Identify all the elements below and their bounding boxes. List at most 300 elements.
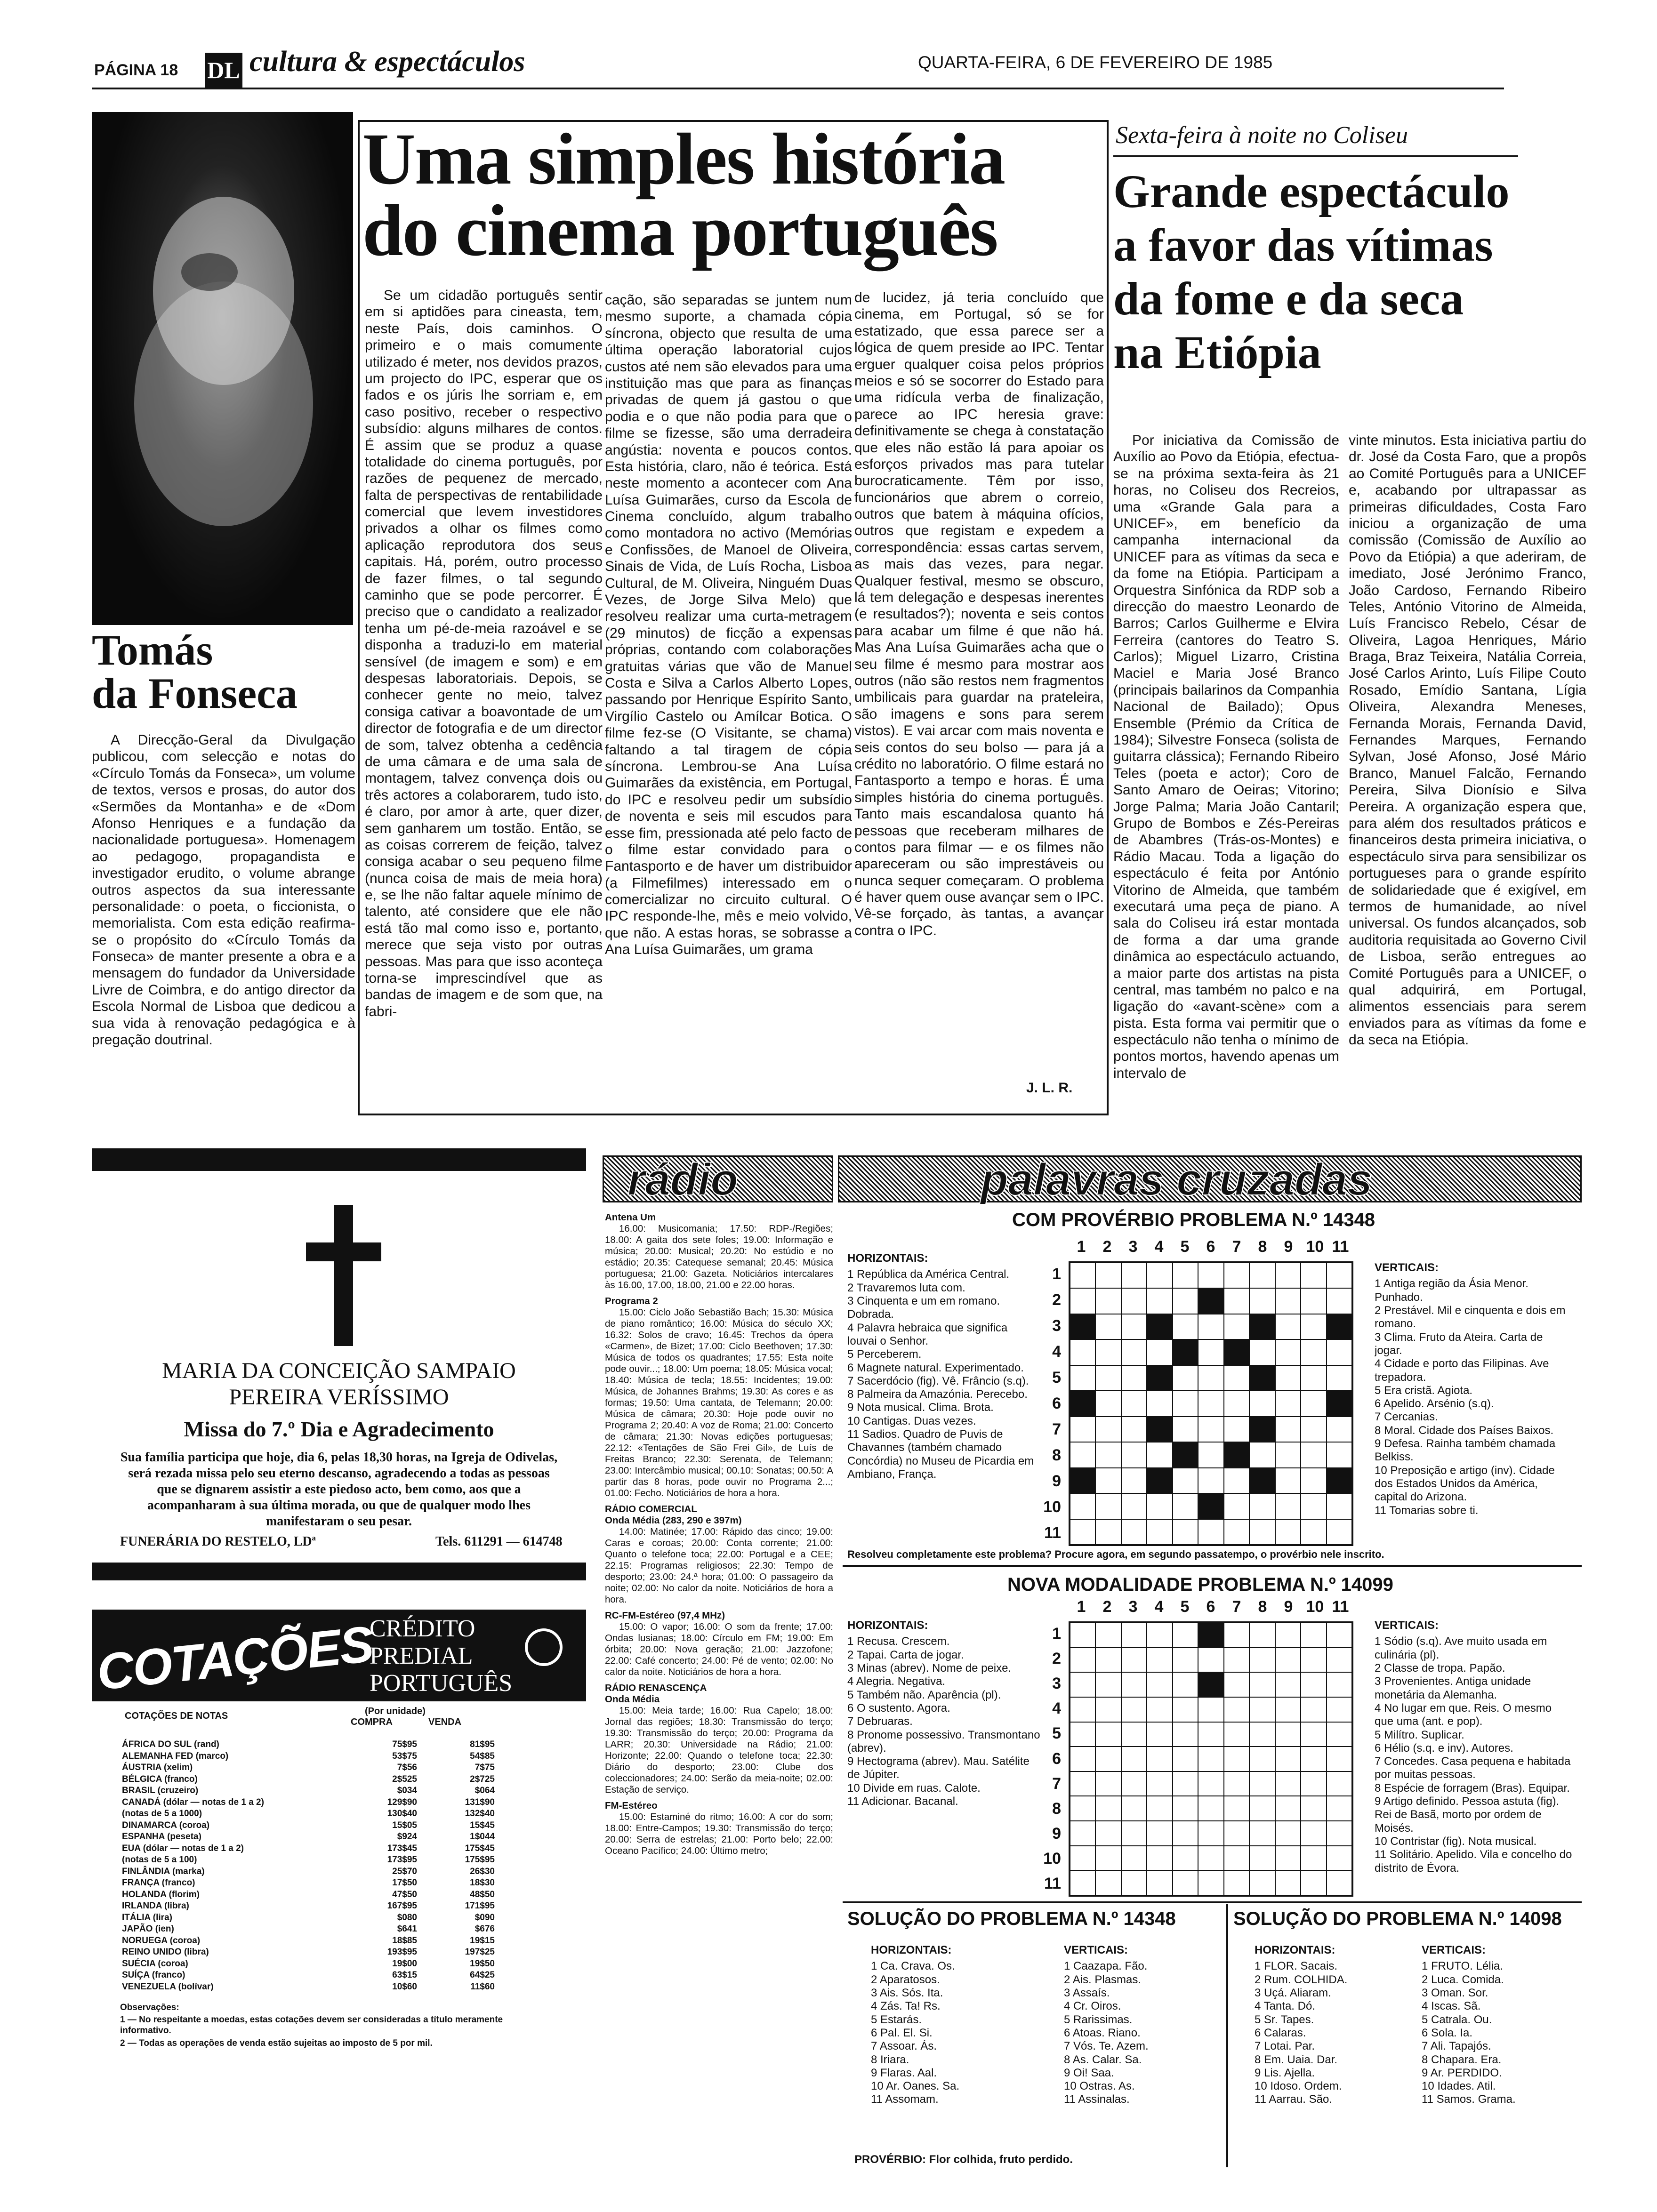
- clue-item: 1 Recusa. Crescem.: [847, 1635, 950, 1648]
- bank-name-line2: PREDIAL: [370, 1643, 473, 1669]
- buy-rate: $924: [397, 1832, 417, 1842]
- clue-item: 5 Catrala. Ou.: [1422, 2013, 1492, 2026]
- clue-item: 11 Assinalas.: [1064, 2093, 1130, 2106]
- rate-row: [120, 1854, 497, 1866]
- grid-row-number: 6: [1052, 1394, 1061, 1412]
- grid-column-number: 8: [1258, 1598, 1267, 1616]
- sell-rate: 19$15: [470, 1935, 495, 1946]
- white-square: [1224, 1365, 1249, 1391]
- clue-item: 6 Pal. El. Si.: [871, 2026, 933, 2039]
- white-square: [1249, 1771, 1275, 1796]
- white-square: [1301, 1391, 1326, 1416]
- white-square: [1121, 1747, 1147, 1771]
- white-square: [1275, 1391, 1301, 1416]
- clue-item: 9 Hectograma (abrev). Mau. Satélite de Júpiter.: [847, 1755, 1030, 1781]
- clue-item: 5 Rarissimas.: [1064, 2013, 1133, 2026]
- solution2-vertical: [1422, 1944, 1577, 2160]
- white-square: [1070, 1747, 1095, 1771]
- clue-item: 5 Estarás.: [871, 2013, 922, 2026]
- logo-mark: [205, 53, 242, 88]
- white-square: [1121, 1697, 1147, 1722]
- cotacoes-box: [92, 1610, 586, 2134]
- clue-item: 2 Classe de tropa. Papão.: [1375, 1661, 1505, 1675]
- sell-rate: 131$90: [465, 1797, 495, 1807]
- white-square: [1173, 1648, 1198, 1673]
- white-square: [1275, 1796, 1301, 1821]
- white-square: [1198, 1870, 1223, 1895]
- white-square: [1301, 1821, 1326, 1846]
- white-square: [1095, 1648, 1121, 1673]
- white-square: [1070, 1493, 1095, 1519]
- problem1-horizontal-clues: [847, 1252, 1036, 1548]
- white-square: [1095, 1339, 1121, 1365]
- white-square: [1301, 1672, 1326, 1697]
- grid-column-number: 9: [1284, 1238, 1293, 1256]
- white-square: [1070, 1771, 1095, 1796]
- white-square: [1275, 1519, 1301, 1545]
- grid-column-number: 10: [1306, 1238, 1324, 1256]
- white-square: [1327, 1365, 1352, 1391]
- issue-date: QUARTA-FEIRA, 6 DE FEVEREIRO DE 1985: [918, 53, 1273, 72]
- rate-row: [120, 1958, 497, 1970]
- white-square: [1275, 1722, 1301, 1747]
- white-square: [1224, 1796, 1249, 1821]
- currency-name: HOLANDA (florim): [122, 1889, 200, 1899]
- clue-item: 2 Aparatosos.: [871, 1973, 940, 1986]
- white-square: [1095, 1846, 1121, 1871]
- cotacoes-obs-title: Observações:: [120, 2003, 179, 2012]
- white-square: [1095, 1821, 1121, 1846]
- rate-row: [120, 1785, 497, 1797]
- white-square: [1070, 1796, 1095, 1821]
- white-square: [1249, 1722, 1275, 1747]
- portrait-figure: [92, 112, 353, 625]
- currency-name: SUÍÇA (franco): [122, 1970, 185, 1980]
- white-square: [1275, 1672, 1301, 1697]
- solution2-title: SOLUÇÃO DO PROBLEMA N.º 14098: [1233, 1908, 1562, 1929]
- problem2-grid: [1069, 1621, 1353, 1897]
- logo-text: DL: [207, 57, 240, 83]
- black-square: [1070, 1391, 1095, 1416]
- clue-item: 5 Perceberem.: [847, 1348, 922, 1361]
- rate-row: [120, 1889, 497, 1901]
- obituary-bottom-band: [92, 1563, 586, 1580]
- white-square: [1301, 1493, 1326, 1519]
- white-square: [1198, 1263, 1223, 1288]
- white-square: [1147, 1648, 1172, 1673]
- clue-item: 10 Ostras. As.: [1064, 2080, 1135, 2093]
- white-square: [1147, 1263, 1172, 1288]
- white-square: [1070, 1697, 1095, 1722]
- clue-item: 11 Aarrau. São.: [1255, 2093, 1332, 2106]
- radio-station: Antena Um: [605, 1212, 656, 1223]
- white-square: [1198, 1846, 1223, 1871]
- white-square: [1095, 1263, 1121, 1288]
- white-square: [1121, 1314, 1147, 1339]
- rate-row: [120, 1774, 497, 1786]
- problem1-vertical-clues: [1375, 1261, 1572, 1553]
- cinema-col-1: Se um cidadão português sentir em si aptidões para cineasta, tem, neste País, dois caminhos. O primeiro e o mais comumente utilizado é meter, nos devidos prazos, um projecto do IPC, esperar que os fados e os júris lhe sorriam e, em caso positivo, receber o respectivo subsídio: alguns milhares de contos. É assim que se produz a quase totalidade do cinema português, por razões de pequenez de mercado, falta de perspectivas de rentabilidade comercial que levem investidores privados a olhar os filmes como aplicação reprodutora dos seus capitais. Há, porém, outro processo de fazer filmes, o tal segundo caminho que se pode percorrer. É preciso que o candidato a realizador tenha um pé-de-meia razoável e se disponha a traduzi-lo em material sensível (de imagem e som) e em despesas laboratoriais. Depois, se conhecer gente no meio, talvez consiga cativar a boavontade de um director de fotografia e de um director de som, talvez obtenha a cedência de uma câmara e de uma sala de montagem, talvez convença dois ou três actores a colaborarem, tudo isto, é claro, por amor à arte, quer dizer, sem ganharem um tostão. Então, se as coisas correrem de feição, talvez consiga acabar o seu pequeno filme (nunca coisa de mais de meia hora) e, se lhe não faltar aquele mínimo de talento, até considere que ele não está tão mal como isso e, portanto, merece que seja visto por outras pessoas. Mas para que isso aconteça torna-se imprescindível que as bandas de imagem e de som que, na fabri-: [365, 288, 603, 1019]
- white-square: [1095, 1365, 1121, 1391]
- grid-column-number: 6: [1206, 1238, 1215, 1256]
- problem2-vertical-clues: [1375, 1619, 1572, 1901]
- page-header: [0, 0, 1657, 89]
- white-square: [1070, 1442, 1095, 1467]
- currency-name: BÉLGICA (franco): [122, 1774, 198, 1784]
- white-square: [1198, 1468, 1223, 1493]
- black-square: [1198, 1623, 1223, 1648]
- buy-rate: 7$56: [397, 1763, 417, 1772]
- clue-item: 10 Idades. Atil.: [1422, 2080, 1496, 2093]
- white-square: [1224, 1747, 1249, 1771]
- cross-icon: [306, 1205, 381, 1346]
- currency-name: (notas de 5 a 100): [122, 1855, 197, 1865]
- white-square: [1147, 1672, 1172, 1697]
- clue-item: 6 Hélio (s.q. e inv). Autores.: [1375, 1741, 1513, 1755]
- white-square: [1121, 1821, 1147, 1846]
- white-square: [1173, 1623, 1198, 1648]
- clue-item: 4 Alegria. Negativa.: [847, 1675, 946, 1688]
- radio-schedule: 15.00: Ciclo João Sebastião Bach; 15.30: Música de piano romântico; 16.00: Música do século XX; 16.32: Solos de cravo; 16.45: Trechos da ópera «Carmen», de Bizet; 17.00: Ciclo Beethoven; 17.30: Música de todos os quadrantes; 17.55: Esta noite pode ouvir...; 18.00: Um poema; 18.05: Música vocal; 18.40: Música de tecla; 18.55: Incidentes; 19.00: Música, de Johannes Brahms; 19.30: As cores e as formas; 19.50: Uma cantata, de Telemann; 20.00: Música de câmara; 20.30: Hoje pode ouvir no Programa 2; 20.40: A voz de Roma; 21.00: Concerto de câmara; 21.30: Novas edições portuguesas; 22.12: «Tentações de São Frei Gil», de Luís de Freitas Branco; 22.30: Serenata, de Telemann; 23.00: Intercâmbio musical; 00.10: Sonatas; 00.50: A partir das 8 horas, pode ouvir no Programa 2...; 01.00: Fecho. Noticiários de hora a hora.: [605, 1307, 833, 1499]
- white-square: [1121, 1722, 1147, 1747]
- sell-rate: 26$30: [470, 1866, 495, 1876]
- grid-row-number: 4: [1052, 1342, 1061, 1361]
- currency-name: ALEMANHA FED (marco): [122, 1751, 229, 1761]
- clue-item: 3 Ais. Sós. Ita.: [871, 1986, 943, 1999]
- buy-rate: 19$00: [392, 1958, 417, 1969]
- cross-title: palavras cruzadas: [981, 1154, 1373, 1205]
- clue-item: 5 Também não. Aparência (pl).: [847, 1688, 1001, 1701]
- white-square: [1095, 1697, 1121, 1722]
- rate-row: [120, 1970, 497, 1981]
- clue-item: 4 Iscas. Sã.: [1422, 2000, 1481, 2013]
- white-square: [1198, 1314, 1223, 1339]
- grid-column-number: 8: [1258, 1238, 1267, 1256]
- white-square: [1173, 1796, 1198, 1821]
- cotacoes-obs-2: 2 — Todas as operações de venda estão sujeitas ao imposto de 5 por mil.: [120, 2038, 433, 2048]
- white-square: [1198, 1821, 1223, 1846]
- rate-row: [120, 1912, 497, 1924]
- white-square: [1275, 1648, 1301, 1673]
- white-square: [1301, 1417, 1326, 1442]
- clue-item: 7 Debruaras.: [847, 1715, 913, 1728]
- etiopia-title-line2: a favor das vítimas: [1113, 219, 1493, 271]
- white-square: [1121, 1623, 1147, 1648]
- white-square: [1173, 1391, 1198, 1416]
- white-square: [1070, 1519, 1095, 1545]
- clue-heading: HORIZONTAIS:: [871, 1944, 952, 1956]
- white-square: [1147, 1442, 1172, 1467]
- clue-item: 10 Preposição e artigo (inv). Cidade dos Estados Unidos da América, capital do Arizona.: [1375, 1464, 1555, 1504]
- clue-heading: HORIZONTAIS:: [847, 1252, 928, 1265]
- buy-rate: 130$40: [387, 1809, 417, 1819]
- white-square: [1249, 1263, 1275, 1288]
- white-square: [1301, 1771, 1326, 1796]
- header-rule: [92, 88, 1504, 89]
- sell-rate: 171$95: [465, 1901, 495, 1911]
- clue-item: 9 Defesa. Rainha também chamada Belkiss.: [1375, 1437, 1556, 1464]
- clue-item: 4 Tanta. Dó.: [1255, 2000, 1315, 2013]
- rate-row: [120, 1797, 497, 1809]
- white-square: [1327, 1417, 1352, 1442]
- etiopia-title: [1113, 165, 1510, 379]
- clue-item: 8 Chapara. Era.: [1422, 2053, 1502, 2066]
- sell-rate: 7$75: [475, 1763, 495, 1772]
- clue-item: 10 Divide em ruas. Calote.: [847, 1781, 981, 1795]
- clue-item: 3 Provenientes. Antiga unidade monetária da Alemanha.: [1375, 1675, 1531, 1701]
- white-square: [1147, 1846, 1172, 1871]
- white-square: [1198, 1417, 1223, 1442]
- rate-row: [120, 1866, 497, 1878]
- white-square: [1224, 1697, 1249, 1722]
- grid-row-number: 11: [1044, 1523, 1061, 1542]
- white-square: [1070, 1623, 1095, 1648]
- clue-item: 2 Ais. Plasmas.: [1064, 1973, 1142, 1986]
- tomas-text: A Direcção-Geral da Divulgação publicou, com selecção e notas do «Círculo Tomás da Fonseca», um volume de textos, versos e prosas, do autor dos «Sermões da Montanha» e de «Dom Afonso Henriques e a fundação da nacionalidade portuguesa». Homenagem ao pedagogo, propagandista e investigador erudito, o volume abrange outros aspectos da sua interessante personalidade: o poeta, o ficcionista, o memorialista. Com esta edição reafirma-se o propósito do «Círculo Tomás da Fonseca» de manter presente a obra e a mensagem do fundador da Universidade Livre de Coimbra, e do antigo director da Escola Normal de Lisboa que dedicou a sua vida à renovação pedagógica e à pregação doutrinal.: [92, 732, 355, 1048]
- white-square: [1070, 1288, 1095, 1314]
- rate-row: [120, 1900, 497, 1912]
- cinema-title-line1: Uma simples história: [362, 118, 1005, 200]
- clue-item: 7 Lotai. Par.: [1255, 2040, 1315, 2053]
- white-square: [1121, 1365, 1147, 1391]
- radio-station: RÁDIO RENASCENÇA: [605, 1683, 707, 1693]
- clue-heading: HORIZONTAIS:: [1255, 1944, 1335, 1956]
- clue-item: 6 Calaras.: [1255, 2026, 1306, 2039]
- white-square: [1275, 1417, 1301, 1442]
- grid-row-number: 3: [1052, 1674, 1061, 1692]
- sell-rate: 2$725: [470, 1774, 495, 1784]
- clue-item: 6 O sustento. Agora.: [847, 1701, 950, 1715]
- solution1-vertical: [1064, 1944, 1224, 2146]
- rate-row: [120, 1808, 497, 1820]
- black-square: [1147, 1365, 1172, 1391]
- white-square: [1095, 1623, 1121, 1648]
- clue-item: 5 Era cristã. Agiota.: [1375, 1384, 1473, 1397]
- white-square: [1327, 1697, 1352, 1722]
- radio-station: RC-FM-Estéreo (97,4 MHz): [605, 1610, 725, 1621]
- sell-rate: 175$45: [465, 1843, 495, 1853]
- problem1-title: COM PROVÉRBIO PROBLEMA N.º 14348: [1012, 1210, 1375, 1230]
- grid-row-number: 10: [1043, 1498, 1061, 1516]
- grid-column-number: 1: [1077, 1238, 1086, 1256]
- white-square: [1224, 1468, 1249, 1493]
- white-square: [1147, 1870, 1172, 1895]
- etiopia-kicker-underline: [1113, 155, 1518, 157]
- white-square: [1147, 1288, 1172, 1314]
- radio-station: RÁDIO COMERCIAL: [605, 1504, 697, 1515]
- white-square: [1173, 1493, 1198, 1519]
- white-square: [1070, 1365, 1095, 1391]
- white-square: [1070, 1672, 1095, 1697]
- black-square: [1249, 1314, 1275, 1339]
- white-square: [1275, 1870, 1301, 1895]
- obituary-text: Sua família participa que hoje, dia 6, pelas 18,30 horas, na Igreja de Odivelas, será rezada missa pelo seu eterno descanso, agradecendo a todas as pessoas que se dignarem assistir a este piedoso acto, bem como, aos que a acompanharam à sua última morada, ou que de qualquer modo lhes manifestaram o seu pesar.: [120, 1450, 558, 1529]
- sell-rate: $676: [475, 1924, 495, 1934]
- radio-schedule: 15.00: O vapor; 16.00: O som da frente; 17.00: Ondas lusianas; 18.00: Círculo em FM; 19.00: Em órbita; 20.00: Nova geração; 21.00: Jazzofone; 22.00: Café concerto; 24.00: Pé de vento; 02.00: No calor da noite. Noticiários de hora a hora.: [605, 1621, 833, 1677]
- etiopia-col-2: vinte minutos. Esta iniciativa partiu do dr. José da Costa Faro, que a propôs ao Comité Português para a UNICEF e, acabando por ultrapassar as primeiras dificuldades, Costa Faro iniciou a organização de uma comissão (Comissão de Auxílio ao Povo da Etiópia) a que aderiram, de imediato, José Jerónimo Franco, João Cardoso, Fernando Ribeiro Teles, António Vitorino de Almeida, Luís Francisco Rebelo, César de Oliveira, Lagoa Henriques, Mário Braga, Braz Teixeira, Natália Correia, José Carlos Arinto, Luís Filipe Couto Rosado, Emídio Santana, Lígia Oliveira, Alexandra Meneses, Fernanda Morais, Fernanda David, Fernandes Marques, Fernando Sylvan, José Afonso, José Mário Branco, Manuel Falcão, Fernando Pereira, Silva Dionísio e Silva Pereira. A organização espera que, para além dos resultados práticos e financeiros desta primeira iniciativa, o espectáculo sirva para sensibilizar os portugueses para o grande espírito de solidariedade que é exigível, em termos de humanidade, ao nível universal. Os fundos alcançados, sob auditoria requisitada ao Governo Civil de Lisboa, serão entregues ao Comité Português para a UNICEF, o qual adquirirá, em Portugal, alimentos essenciais para serem enviados para as vítimas da fome e da seca na Etiópia.: [1349, 433, 1586, 1048]
- rate-row: [120, 1923, 497, 1935]
- rate-row: [120, 1762, 497, 1774]
- solution1-horizontal: [871, 1944, 1050, 2146]
- rates-table: [120, 1739, 497, 1993]
- white-square: [1070, 1846, 1095, 1871]
- currency-name: JAPÃO (ien): [122, 1924, 174, 1934]
- buy-rate: 167$95: [387, 1901, 417, 1911]
- grid-row-number: 2: [1052, 1290, 1061, 1309]
- white-square: [1198, 1365, 1223, 1391]
- white-square: [1095, 1672, 1121, 1697]
- white-square: [1301, 1365, 1326, 1391]
- currency-name: ÁFRICA DO SUL (rand): [122, 1739, 219, 1749]
- currency-name: DINAMARCA (coroa): [122, 1820, 210, 1830]
- white-square: [1147, 1722, 1172, 1747]
- grid-row-number: 5: [1052, 1368, 1061, 1387]
- rate-row: [120, 1843, 497, 1855]
- radio-title: rádio: [627, 1154, 738, 1205]
- clue-item: 2 Tapai. Carta de jogar.: [847, 1648, 964, 1661]
- white-square: [1173, 1417, 1198, 1442]
- clue-item: 6 Apelido. Arsénio (s.q).: [1375, 1397, 1494, 1411]
- sell-rate: 1$044: [470, 1832, 495, 1842]
- clue-item: 4 Cr. Oiros.: [1064, 2000, 1121, 2013]
- white-square: [1327, 1263, 1352, 1288]
- buy-rate: 18$85: [392, 1935, 417, 1946]
- white-square: [1070, 1417, 1095, 1442]
- cotacoes-buy-header: COMPRA: [351, 1717, 393, 1727]
- radio-schedule: 15.00: Meia tarde; 16.00: Rua Capelo; 18.00: Jornal das regiões; 18.30: Transmissão do terço; 19.30: Transmissão do terço; 20.00: Programa da LARR; 20.30: Universidade na Rádio; 21.00: Horizonte; 22.00: Quando o telefone toca; 22.30: Diário do desporto; 23.00: Clube dos coleccionadores; 24.00: Serão da meia-noite; 02.00: Estação de serviço.: [605, 1705, 833, 1795]
- white-square: [1249, 1288, 1275, 1314]
- white-square: [1224, 1288, 1249, 1314]
- grid-row-number: 1: [1052, 1265, 1061, 1283]
- white-square: [1173, 1314, 1198, 1339]
- clue-item: 10 Idoso. Ordem.: [1255, 2080, 1342, 2093]
- white-square: [1198, 1771, 1223, 1796]
- white-square: [1301, 1846, 1326, 1871]
- white-square: [1070, 1339, 1095, 1365]
- sell-rate: 18$30: [470, 1878, 495, 1888]
- white-square: [1147, 1697, 1172, 1722]
- white-square: [1249, 1821, 1275, 1846]
- clue-item: 11 Assomam.: [871, 2093, 939, 2106]
- sell-rate: $064: [475, 1786, 495, 1795]
- grid-row-number: 10: [1043, 1850, 1061, 1868]
- white-square: [1095, 1391, 1121, 1416]
- white-square: [1198, 1722, 1223, 1747]
- white-square: [1249, 1870, 1275, 1895]
- white-square: [1198, 1442, 1223, 1467]
- clue-item: 11 Adicionar. Bacanal.: [847, 1795, 958, 1808]
- white-square: [1301, 1648, 1326, 1673]
- white-square: [1249, 1391, 1275, 1416]
- bank-name: [370, 1615, 512, 1697]
- solution2-horizontal: [1255, 1944, 1410, 2160]
- white-square: [1095, 1870, 1121, 1895]
- white-square: [1275, 1821, 1301, 1846]
- solutions-divider: [843, 1901, 1582, 1903]
- problem1-column-numbers: [1069, 1238, 1353, 1259]
- white-square: [1147, 1747, 1172, 1771]
- buy-rate: 25$70: [392, 1866, 417, 1876]
- white-square: [1301, 1519, 1326, 1545]
- white-square: [1147, 1519, 1172, 1545]
- radio-schedule: 14.00: Matinée; 17.00: Rápido das cinco; 19.00: Caras e coroas; 20.00: Conta corrente; 21.00: Quanto o telefone toca; 22.00: Portugal e a CEE; 22.15: Programas religiosos; 22.30: Tempo de desporto; 23.00: 24.ª hora; 01.00: O passageiro da noite; 02.00: No calor da noite. Noticiários de hora a hora.: [605, 1526, 833, 1605]
- tomas-title-line1: Tomás: [92, 626, 213, 674]
- clue-item: 9 Nota musical. Clima. Brota.: [847, 1401, 994, 1414]
- white-square: [1224, 1417, 1249, 1442]
- black-square: [1147, 1417, 1172, 1442]
- white-square: [1173, 1747, 1198, 1771]
- rate-row: [120, 1831, 497, 1843]
- white-square: [1121, 1672, 1147, 1697]
- rate-row: [120, 1820, 497, 1832]
- white-square: [1275, 1697, 1301, 1722]
- buy-rate: 47$50: [392, 1889, 417, 1899]
- white-square: [1070, 1263, 1095, 1288]
- rate-row: [120, 1935, 497, 1947]
- problem2-title: NOVA MODALIDADE PROBLEMA N.º 14099: [1007, 1574, 1393, 1595]
- white-square: [1275, 1846, 1301, 1871]
- clue-item: 1 Antiga região da Ásia Menor. Punhado.: [1375, 1277, 1528, 1304]
- white-square: [1301, 1314, 1326, 1339]
- clue-item: 7 Ali. Tapajós.: [1422, 2040, 1491, 2053]
- clue-item: 5 Sr. Tapes.: [1255, 2013, 1314, 2026]
- white-square: [1095, 1442, 1121, 1467]
- white-square: [1070, 1648, 1095, 1673]
- white-square: [1224, 1263, 1249, 1288]
- white-square: [1301, 1442, 1326, 1467]
- white-square: [1095, 1747, 1121, 1771]
- white-square: [1301, 1339, 1326, 1365]
- black-square: [1198, 1493, 1223, 1519]
- black-square: [1198, 1288, 1223, 1314]
- white-square: [1224, 1672, 1249, 1697]
- white-square: [1173, 1288, 1198, 1314]
- clue-item: 3 Uçá. Aliaram.: [1255, 1986, 1331, 1999]
- white-square: [1275, 1263, 1301, 1288]
- bank-name-line1: CRÉDITO: [370, 1615, 475, 1642]
- white-square: [1275, 1623, 1301, 1648]
- clue-item: 1 Caazapa. Fão.: [1064, 1960, 1148, 1973]
- tomas-title-line2: da Fonseca: [92, 669, 298, 717]
- clue-item: 11 Samos. Grama.: [1422, 2093, 1516, 2106]
- bank-name-line3: PORTUGUÊS: [370, 1670, 513, 1697]
- currency-name: IRLANDA (libra): [122, 1901, 189, 1911]
- clue-item: 8 Moral. Cidade dos Países Baixos.: [1375, 1424, 1554, 1437]
- currency-name: ITÁLIA (lira): [122, 1912, 172, 1923]
- grid-row-number: 5: [1052, 1724, 1061, 1743]
- problem1-grid: [1069, 1261, 1353, 1546]
- grid-row-number: 9: [1052, 1825, 1061, 1843]
- grid-row-number: 6: [1052, 1749, 1061, 1768]
- grid-column-number: 4: [1154, 1238, 1164, 1256]
- cotacoes-col-header: COTAÇÕES DE NOTAS: [125, 1711, 228, 1721]
- white-square: [1173, 1519, 1198, 1545]
- sell-rate: 54$85: [470, 1751, 495, 1761]
- black-square: [1327, 1314, 1352, 1339]
- currency-name: EUA (dólar — notas de 1 a 2): [122, 1843, 244, 1853]
- buy-rate: 17$50: [392, 1878, 417, 1888]
- white-square: [1121, 1493, 1147, 1519]
- white-square: [1224, 1623, 1249, 1648]
- buy-rate: 75$95: [392, 1739, 417, 1749]
- white-square: [1121, 1442, 1147, 1467]
- white-square: [1327, 1339, 1352, 1365]
- white-square: [1327, 1796, 1352, 1821]
- etiopia-title-line1: Grande espectáculo: [1113, 165, 1510, 217]
- white-square: [1224, 1519, 1249, 1545]
- bank-logo-icon: [525, 1628, 563, 1666]
- white-square: [1173, 1365, 1198, 1391]
